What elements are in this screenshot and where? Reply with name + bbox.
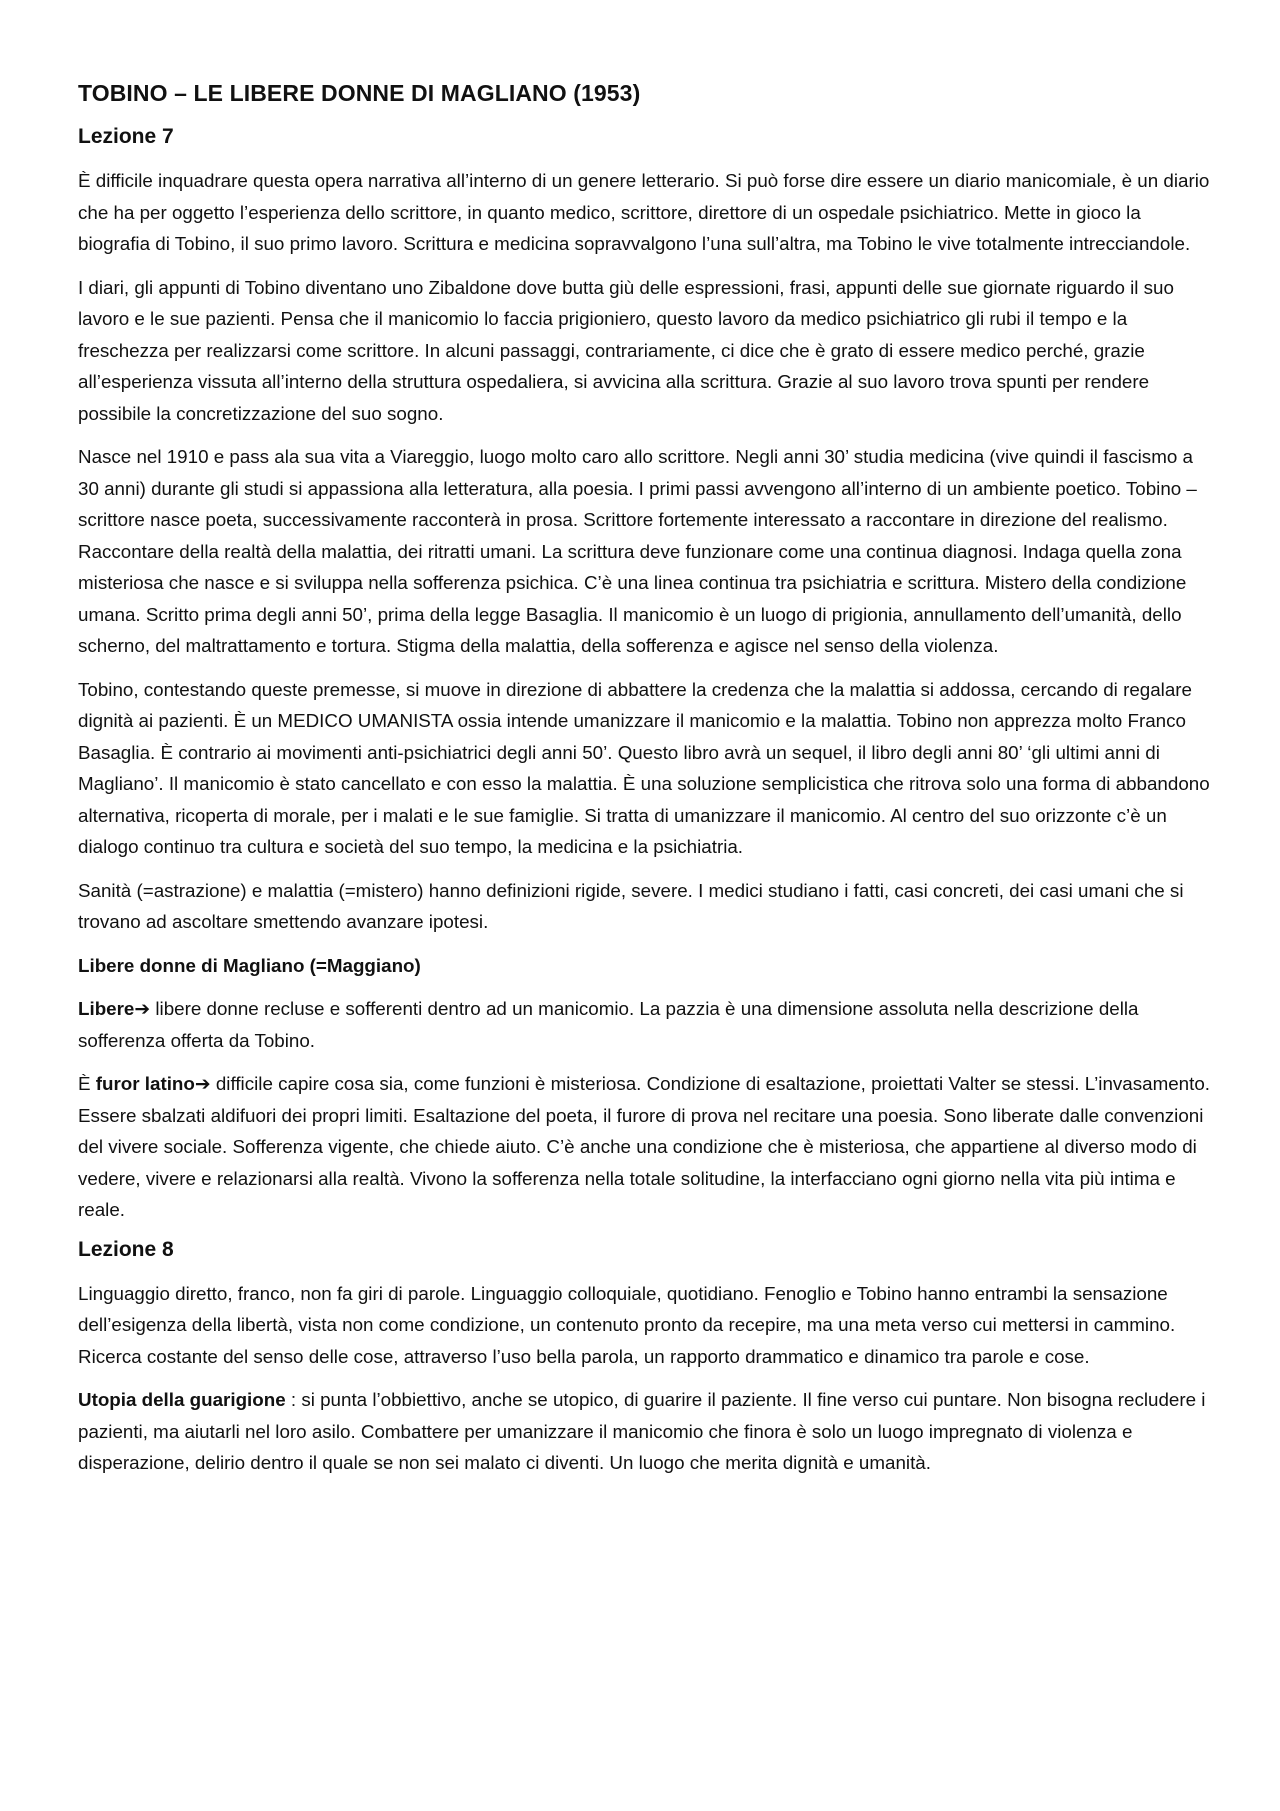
paragraph-9 xyxy=(78,1384,1210,1479)
paragraph-6 xyxy=(78,993,1210,1056)
lesson-8-heading: Lezione 8 xyxy=(78,1237,174,1261)
paragraph-7-text: difficile capire cosa sia, come funzioni è misteriosa. Condizione di esaltazione, proiettati Valter se stessi. L’invasamento. Essere sbalzati aldifuori dei propri limiti. Esaltazione del poeta, il furore di prova nel recitare una poesia. Sono liberate dalle convenzioni del vivere sociale. Sofferenza vigente, che chiede aiuto. C’è anche una condizione che è misteriosa, che appartiene al diverso modo di vedere, vivere e relazionarsi alla realtà. Vivono la sofferenza nella totale solitudine, la interfacciano ogni giorno nella vita più intima e reale. xyxy=(78,1073,1211,1220)
arrow-icon: ➔ xyxy=(134,998,151,1019)
document-title: TOBINO – LE LIBERE DONNE DI MAGLIANO (1953) xyxy=(78,80,641,106)
paragraph-3: Nasce nel 1910 e pass ala sua vita a Viareggio, luogo molto caro allo scrittore. Negli anni 30’ studia medicina (vive quindi il fascismo a 30 anni) durante gli studi si appassiona alla letteratura, alla poesia. I primi passi avvengono all’interno di un ambiente poetico. Tobino – scrittore nasce poeta, successivamente racconterà in prosa. Scrittore fortemente interessato a raccontare in direzione del realismo. Raccontare della realtà della malattia, dei ritratti umani. La scrittura deve funzionare come una continua diagnosi. Indaga quella zona misteriosa che nasce e si sviluppa nella sofferenza psichica. C’è una linea continua tra psichiatria e scrittura. Mistero della condizione umana. Scritto prima degli anni 50’, prima della legge Basaglia. Il manicomio è un luogo di prigionia, annullamento dell’umanità, dello scherno, del maltrattamento e tortura. Stigma della malattia, della sofferenza e agisce nel senso della violenza. xyxy=(78,446,1197,656)
furor-latino-term: furor latino xyxy=(95,1073,195,1094)
paragraph-9-text: : si punta l’obbiettivo, anche se utopico, di guarire il paziente. Il fine verso cui puntare. Non bisogna recludere i pazienti, ma aiutarli nel loro asilo. Combattere per umanizzare il manicomio che finora è solo un luogo impregnato di violenza e disperazione, delirio dentro il quale se non sei malato ci diventi. Un luogo che merita dignità e umanità. xyxy=(78,1389,1206,1473)
paragraph-7-prefix: È xyxy=(78,1073,96,1094)
paragraph-7 xyxy=(78,1068,1210,1226)
section-subheading: Libere donne di Magliano (=Maggiano) xyxy=(78,954,421,976)
paragraph-6-text: libere donne recluse e sofferenti dentro ad un manicomio. La pazzia è una dimensione assoluta nella descrizione della sofferenza offerta da Tobino. xyxy=(78,998,1139,1051)
paragraph-2: I diari, gli appunti di Tobino diventano uno Zibaldone dove butta giù delle espressioni, frasi, appunti delle sue giornate riguardo il suo lavoro e le sue pazienti. Pensa che il manicomio lo faccia prigioniero, questo lavoro da medico psichiatrico gli rubi il tempo e la freschezza per realizzarsi come scrittore. In alcuni passaggi, contrariamente, ci dice che è grato di essere medico perché, grazie all’esperienza vissuta all’interno della struttura ospedaliera, si avvicina alla scrittura. Grazie al suo lavoro trova spunti per rendere possibile la concretizzazione del suo sogno. xyxy=(78,276,1174,424)
libere-term: Libere xyxy=(78,998,135,1019)
paragraph-4: Tobino, contestando queste premesse, si muove in direzione di abbattere la credenza che la malattia si addossa, cercando di regalare dignità ai pazienti. È un MEDICO UMANISTA ossia intende umanizzare il manicomio e la malattia. Tobino non apprezza molto Franco Basaglia. È contrario ai movimenti anti-psichiatrici degli anni 50’. Questo libro avrà un sequel, il libro degli anni 80’ ‘gli ultimi anni di Magliano’. Il manicomio è stato cancellato e con esso la malattia. È una soluzione semplicistica che ritrova solo una forma di abbandono alternativa, ricoperta di morale, per i malati e le sue famiglie. Si tratta di umanizzare il manicomio. Al centro del suo orizzonte c’è un dialogo continuo tra cultura e società del suo tempo, la medicina e la psichiatria. xyxy=(78,678,1210,857)
arrow-icon: ➔ xyxy=(194,1073,211,1094)
paragraph-1: È difficile inquadrare questa opera narrativa all’interno di un genere letterario. Si può forse dire essere un diario manicomiale, è un diario che ha per oggetto l’esperienza dello scrittore, in quanto medico, scrittore, direttore di un ospedale psichiatrico. Mette in gioco la biografia di Tobino, il suo primo lavoro. Scrittura e medicina sopravvalgono l’una sull’altra, ma Tobino le vive totalmente intrecciandole. xyxy=(78,170,1210,254)
utopia-term: Utopia della guarigione xyxy=(78,1389,286,1410)
lesson-7-heading: Lezione 7 xyxy=(78,125,174,148)
paragraph-5: Sanità (=astrazione) e malattia (=mistero) hanno definizioni rigide, severe. I medici studiano i fatti, casi concreti, dei casi umani che si trovano ad ascoltare smettendo avanzare ipotesi. xyxy=(78,879,1184,932)
paragraph-8: Linguaggio diretto, franco, non fa giri di parole. Linguaggio colloquiale, quotidiano. Fenoglio e Tobino hanno entrambi la sensazione dell’esigenza della libertà, vista non come condizione, un contenuto pronto da recepire, ma una meta verso cui mettersi in cammino. Ricerca costante del senso delle cose, attraverso l’uso bella parola, un rapporto drammatico e dinamico tra parole e cose. xyxy=(78,1282,1176,1367)
